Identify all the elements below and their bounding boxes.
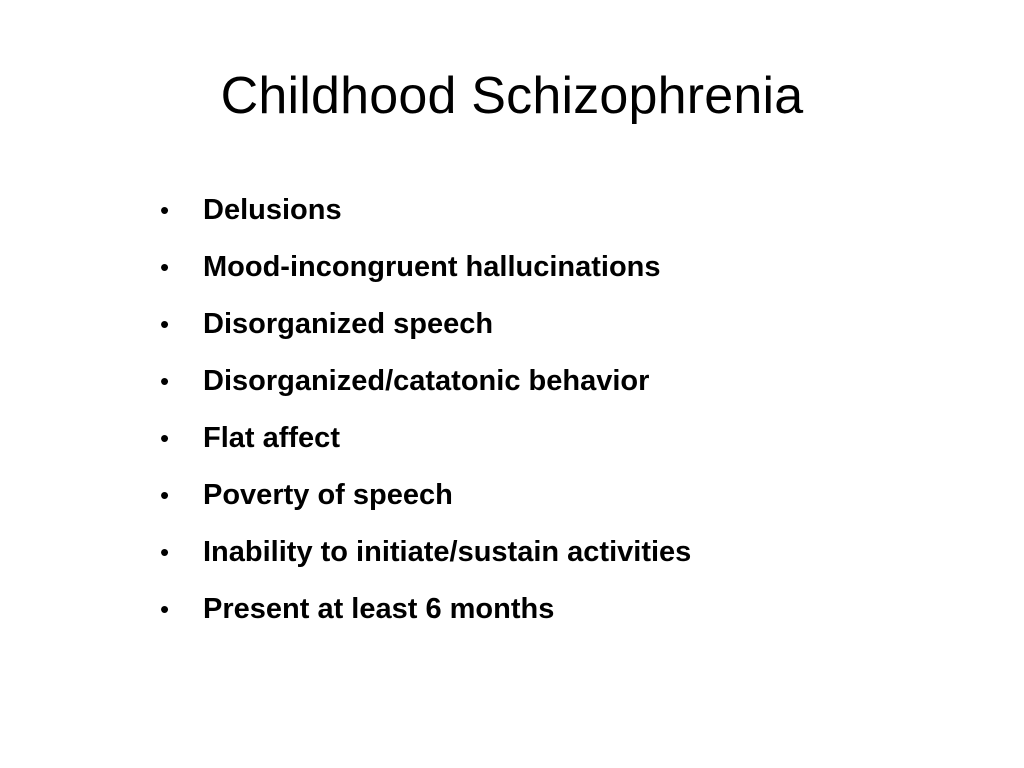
bullet-icon: •	[160, 537, 170, 567]
bullet-item	[160, 296, 920, 353]
bullet-list	[160, 182, 920, 638]
bullet-item	[160, 182, 920, 239]
bullet-icon: •	[160, 594, 170, 624]
bullet-icon: •	[160, 366, 170, 396]
bullet-text: Present at least 6 months	[203, 593, 555, 625]
bullet-icon: •	[160, 423, 170, 453]
bullet-icon: •	[160, 480, 170, 510]
bullet-text: Disorganized speech	[203, 308, 494, 340]
bullet-icon: •	[160, 252, 170, 282]
bullet-item	[160, 467, 920, 524]
slide-title: Childhood Schizophrenia	[220, 67, 804, 125]
bullet-text: Delusions	[203, 194, 342, 226]
bullet-text: Disorganized/catatonic behavior	[203, 365, 650, 397]
bullet-icon: •	[160, 195, 170, 225]
bullet-item	[160, 410, 920, 467]
bullet-item	[160, 353, 920, 410]
bullet-item	[160, 524, 920, 581]
bullet-item	[160, 581, 920, 638]
bullet-icon: •	[160, 309, 170, 339]
bullet-text: Mood-incongruent hallucinations	[203, 251, 661, 283]
bullet-text: Inability to initiate/sustain activities	[203, 536, 692, 568]
bullet-item	[160, 239, 920, 296]
bullet-text: Flat affect	[203, 422, 340, 454]
bullet-text: Poverty of speech	[203, 479, 453, 511]
